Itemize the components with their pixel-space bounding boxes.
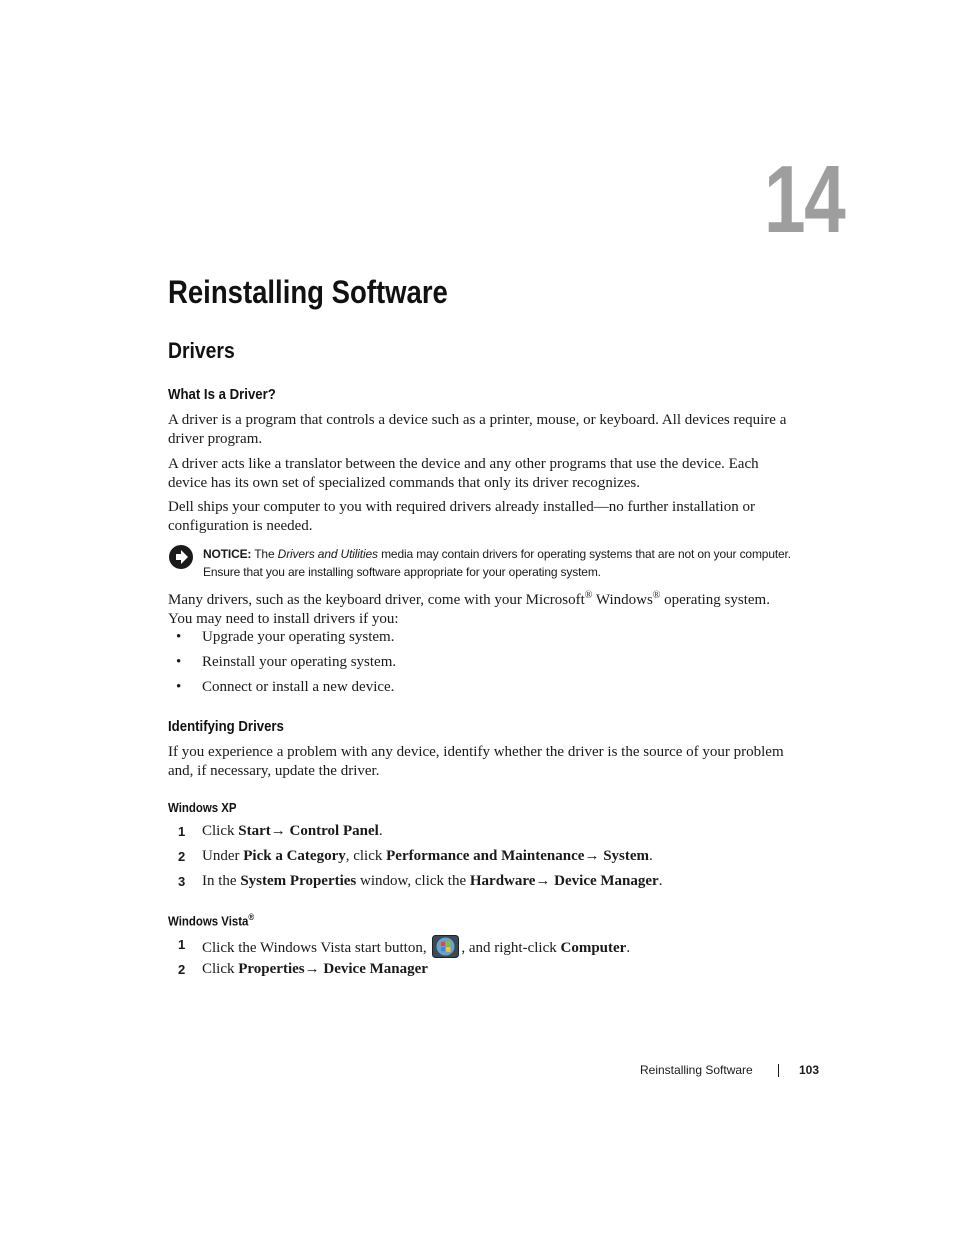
step-text: window, click the: [356, 873, 470, 889]
heading-what-is-a-driver: What Is a Driver?: [168, 386, 276, 403]
notice-text: [203, 545, 793, 581]
windows-para-part2: Windows: [592, 592, 653, 608]
page-number: 103: [799, 1063, 820, 1077]
page-footer: [640, 1061, 825, 1081]
step-number: 3: [178, 874, 186, 889]
step-number: 1: [178, 937, 186, 952]
menu-device-manager: Device Manager: [554, 873, 659, 889]
menu-pick-a-category: Pick a Category: [243, 848, 346, 864]
windows-para-part1: Many drivers, such as the keyboard driver, come with your Microsoft: [168, 592, 585, 608]
bullet-glyph: •: [176, 654, 182, 670]
step-end: .: [658, 873, 663, 889]
footer-chapter-label: Reinstalling Software: [640, 1063, 753, 1077]
list-item: [168, 628, 768, 653]
list-item-text: Reinstall your operating system.: [202, 654, 397, 670]
windows-xp-steps: [168, 822, 788, 897]
list-item-text: Connect or install a new device.: [202, 679, 395, 695]
step-text: Click: [202, 961, 239, 977]
paragraph-identify-problem: If you experience a problem with any device, identify whether the driver is the source of your problem and, if necessary, update the driver.: [168, 744, 784, 779]
step-number: 2: [178, 849, 186, 864]
menu-hardware: Hardware: [469, 873, 536, 889]
chapter-number: 14: [764, 146, 845, 253]
arrow-glyph: →: [304, 961, 324, 977]
windows-vista-heading-text: Windows Vista: [168, 913, 249, 929]
heading-windows-xp: Windows XP: [168, 800, 237, 815]
footer-divider: [778, 1064, 779, 1077]
notice-text-after: media may contain drivers for operating systems that are not on your computer. Ensure that you are installing software appropriate for your operating system.: [203, 547, 791, 579]
step-text: In the: [202, 873, 241, 889]
reasons-list: [168, 628, 768, 703]
windows-vista-start-button-icon: [432, 935, 459, 958]
menu-system: System: [603, 848, 650, 864]
step-end: .: [649, 848, 653, 864]
step-text: , and right-click: [461, 940, 561, 956]
step-text: Click: [202, 823, 239, 839]
step-item: [168, 960, 788, 985]
arrow-glyph: →: [535, 873, 555, 889]
menu-control-panel: Control Panel: [289, 823, 379, 839]
menu-performance-maintenance: Performance and Maintenance: [386, 848, 585, 864]
paragraph-dell-ships: Dell ships your computer to you with required drivers already installed—no further installation or configuration is needed.: [168, 499, 755, 534]
bullet-glyph: •: [176, 629, 182, 645]
section-title-drivers: Drivers: [168, 338, 235, 363]
menu-device-manager: Device Manager: [323, 961, 428, 977]
step-end: .: [378, 823, 383, 839]
arrow-glyph: →: [270, 823, 290, 839]
step-number: 2: [178, 962, 186, 977]
bullet-glyph: •: [176, 679, 182, 695]
notice-arrow-icon: [168, 544, 194, 570]
list-item-text: Upgrade your operating system.: [202, 629, 395, 645]
registered-mark-windows: ®: [652, 590, 661, 601]
step-number: 1: [178, 824, 186, 839]
notice-text-before: The: [254, 547, 275, 561]
step-text: Click the Windows Vista start button,: [202, 940, 431, 956]
windows-vista-steps: [168, 935, 788, 985]
menu-system-properties: System Properties: [240, 873, 357, 889]
step-item: [168, 872, 788, 897]
registered-mark-microsoft: ®: [584, 590, 593, 601]
menu-computer: Computer: [560, 940, 627, 956]
notice-label: NOTICE:: [203, 547, 252, 561]
arrow-glyph: →: [584, 848, 604, 864]
menu-properties: Properties: [238, 961, 305, 977]
step-end: .: [626, 940, 631, 956]
heading-identifying-drivers: Identifying Drivers: [168, 718, 284, 735]
menu-start: Start: [238, 823, 271, 839]
notice-media-name: Drivers and Utilities: [277, 547, 378, 561]
paragraph-driver-definition: A driver is a program that controls a device such as a printer, mouse, or keyboard. All devices require a driver program.: [168, 412, 787, 447]
step-item: [168, 847, 788, 872]
heading-windows-vista: [168, 908, 254, 930]
windows-para-part3: operating system. You may need to install drivers if you:: [168, 592, 770, 627]
step-item: [168, 935, 788, 960]
list-item: [168, 653, 768, 678]
page-title: Reinstalling Software: [168, 274, 448, 310]
paragraph-driver-translator: A driver acts like a translator between the device and any other programs that use the device. Each device has its own set of specialized commands that only its driver recognizes.: [168, 456, 759, 491]
paragraph-windows-drivers: [168, 586, 788, 629]
step-text: Under: [202, 848, 244, 864]
step-text: , click: [345, 848, 387, 864]
step-item: [168, 822, 788, 847]
list-item: [168, 678, 768, 703]
registered-mark-vista: ®: [248, 912, 255, 922]
